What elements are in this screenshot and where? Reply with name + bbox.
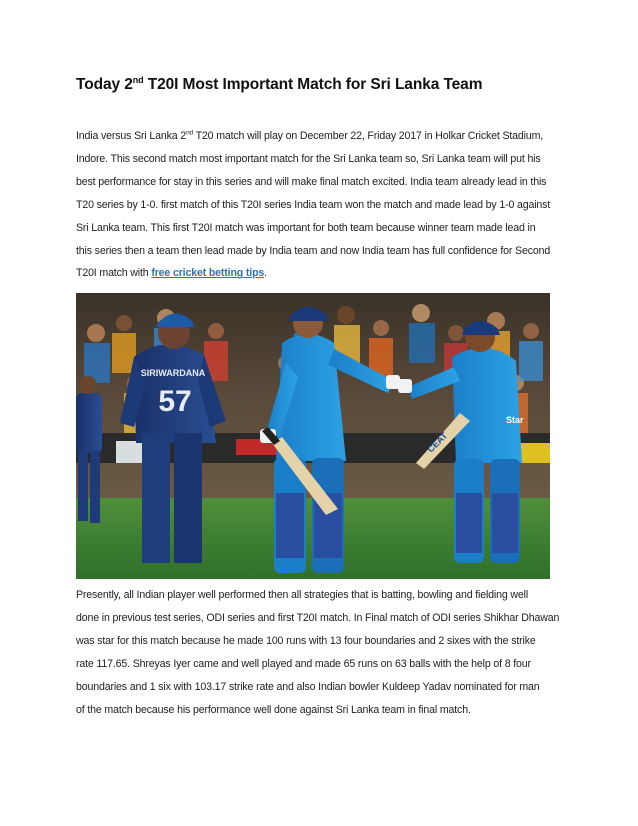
paragraph-line: done in previous test series, ODI series and first T20I match. In Final match of ODI series Shikhar Dhawan	[76, 611, 560, 624]
betting-tips-link[interactable]: free cricket betting tips	[151, 267, 265, 280]
title-superscript: nd	[132, 74, 144, 85]
analysis-paragraph	[76, 584, 566, 721]
bat-logo: CEAT	[425, 430, 450, 455]
paragraph-line: this series then a team then lead made by India team and now India team has full confidence for Second	[76, 244, 551, 257]
batting-glove	[386, 375, 400, 389]
paragraph-line: was star for this match because he made 100 runs with 13 four boundaries and 2 sixes with the strike	[76, 634, 536, 647]
jersey-sponsor: Star	[506, 415, 524, 425]
paragraph-line: T20 series by 1-0. first match of this T20I series India team won the match and made lead by 1-0 against	[76, 198, 551, 211]
paragraph-line: Sri Lanka team. This first T20I match was important for both team because winner team made lead in	[76, 221, 536, 234]
paragraph-line: boundaries and 1 six with 103.17 strike rate and also Indian bowler Kuldeep Yadav nominated for man	[76, 680, 540, 693]
line-superscript: nd	[186, 129, 193, 137]
line-text-rest: .	[264, 267, 267, 280]
article-title	[76, 76, 482, 94]
paragraph-line: of the match because his performance well done against Sri Lanka team in final match.	[76, 703, 471, 716]
paragraph-line	[76, 125, 566, 148]
line-text: India versus Sri Lanka 2	[76, 130, 187, 142]
paragraph-line	[76, 262, 566, 285]
line-text-rest: T20 match will play on December 22, Friday 2017 in Holkar Cricket Stadium,	[193, 130, 544, 142]
line-text: T20I match with	[76, 267, 152, 280]
title-text-rest: T20I Most Important Match for Sri Lanka Team	[143, 76, 483, 93]
title-text: Today 2	[76, 76, 133, 93]
paragraph-line: best performance for stay in this series and will make final match excited. India team already lead in this	[76, 175, 547, 188]
intro-paragraph	[76, 125, 566, 285]
paragraph-line: Indore. This second match most important match for the Sri Lanka team so, Sri Lanka team will put his	[76, 152, 541, 165]
paragraph-line: rate 117.65. Shreyas Iyer came and well played and made 65 runs on 63 balls with the help of 8 four	[76, 657, 531, 670]
paragraph-line: Presently, all Indian player well performed then all strategies that is batting, bowling and fielding well	[76, 589, 529, 601]
batting-glove	[398, 379, 412, 393]
cricket-match-photo	[76, 293, 550, 579]
jersey-number: 57	[158, 385, 192, 418]
jersey-name: SIRIWARDANA	[140, 368, 206, 378]
